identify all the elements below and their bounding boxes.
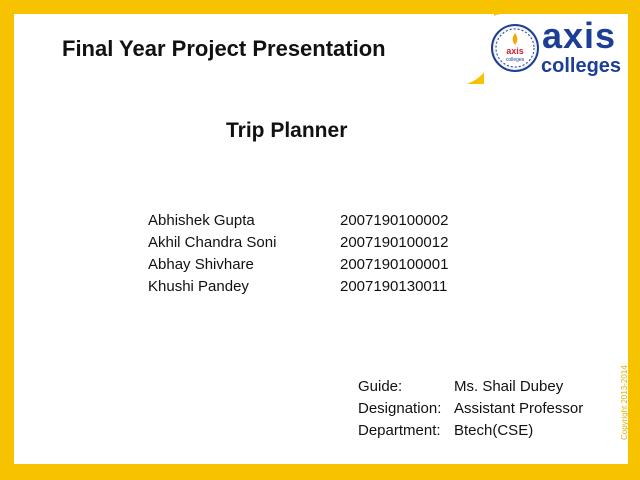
member-name: Abhishek Gupta xyxy=(148,212,255,229)
department-value: Btech(CSE) xyxy=(454,422,534,439)
member-roll-number: 2007190100001 xyxy=(340,256,449,273)
svg-text:colleges: colleges xyxy=(505,57,525,63)
guide-row xyxy=(358,398,618,420)
guide-label: Guide: xyxy=(358,378,403,395)
project-title: Trip Planner xyxy=(226,119,348,142)
member-row xyxy=(148,276,468,298)
designation-value: Assistant Professor xyxy=(454,400,584,417)
department-label: Department: xyxy=(358,422,441,439)
member-name: Khushi Pandey xyxy=(148,278,249,295)
member-row xyxy=(148,210,468,232)
designation-label: Designation: xyxy=(358,400,442,417)
member-row xyxy=(148,254,468,276)
member-roll-number: 2007190100012 xyxy=(340,234,449,251)
team-members-list xyxy=(148,210,468,298)
brand-name-axis: axis xyxy=(542,15,617,56)
member-row xyxy=(148,232,468,254)
brand-name-colleges: colleges xyxy=(541,55,622,77)
college-seal-logo xyxy=(490,23,540,73)
member-roll-number: 2007190130011 xyxy=(340,278,448,295)
member-name: Abhay Shivhare xyxy=(148,256,254,273)
member-roll-number: 2007190100002 xyxy=(340,212,449,229)
guide-details xyxy=(358,376,618,442)
guide-name: Ms. Shail Dubey xyxy=(454,378,564,395)
presentation-title: Final Year Project Presentation xyxy=(62,36,386,61)
member-name: Akhil Chandra Soni xyxy=(148,234,277,251)
copyright-notice: Copyright 2013-2014 xyxy=(620,365,629,440)
svg-text:axis: axis xyxy=(506,46,524,56)
guide-row xyxy=(358,420,618,442)
guide-row xyxy=(358,376,618,398)
